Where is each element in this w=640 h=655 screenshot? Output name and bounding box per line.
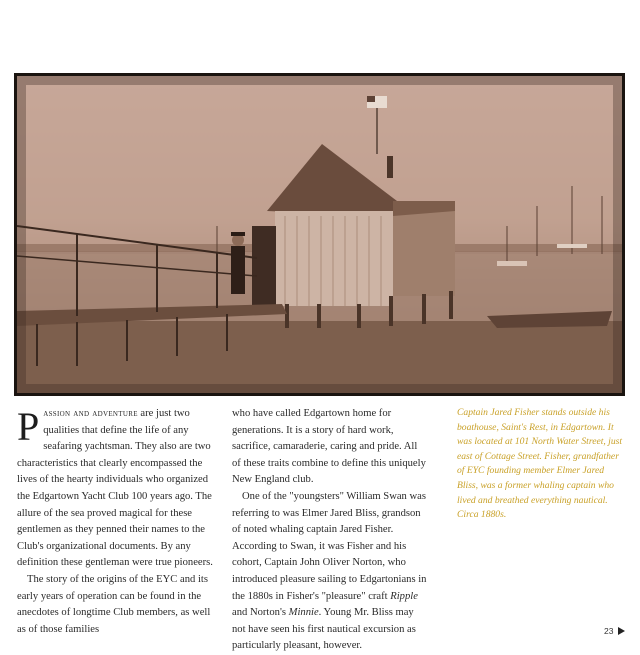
article-column-2 <box>232 406 427 655</box>
paragraph-4-text-a: One of the "youngsters" William Swan was referring to was Elmer Jared Bliss, grandson of noted whaling captain Jared Fisher. According to Swan, it was Fisher and his cohort, Captain John Oliver Norton, who introduced pleasure sailing to Edgartonians in the 1880s in Fisher's "pleasure" craft <box>232 490 427 602</box>
lead-in: assion and adventure <box>43 408 138 419</box>
page-number: 23 <box>604 626 614 636</box>
paragraph-4 <box>232 489 427 655</box>
photo-frame <box>14 73 625 396</box>
next-page-arrow-icon[interactable] <box>618 627 625 635</box>
paragraph-4-text-c: . Young Mr. Bliss may not have seen his first nautical excursion as particularly pleasant, however. <box>232 607 416 652</box>
boat-name-minnie: Minnie <box>288 607 319 619</box>
paragraph-4-text-b: and Norton's <box>232 607 289 619</box>
drop-cap: P <box>17 404 40 449</box>
paragraph-1 <box>17 406 213 572</box>
photo-scene <box>17 76 622 393</box>
archival-photograph <box>17 76 622 393</box>
paragraph-2: The story of the origins of the EYC and its early years of operation can be found in the anecdotes of longtime Club members, as well as of those families <box>17 573 211 635</box>
boat-name-ripple: Ripple <box>390 590 418 602</box>
paragraph-3: who have called Edgartown home for generations. It is a story of hard work, sacrifice, camaraderie, caring and pride. All of these traits combine to define this uniquely New England club. <box>232 408 426 486</box>
photo-caption: Captain Jared Fisher stands outside his boathouse, Saint's Rest, in Edgartown. It was located at 101 North Water Street, just east of Cottage Street. Fisher, grandfather of EYC founding member Elmer Jared Bliss, was a former whaling captain who lived and breathed everything nautical. Circa 1880s. <box>457 407 623 521</box>
article-column-1 <box>17 406 213 638</box>
paragraph-1-text: are just two qualities that define the life of any seafaring yachtsman. They also are two characteristics that clearly encompassed the lives of the hearty individuals who organized the Edgartown Yacht Club 100 years ago. The allure of the sea proved magical for these gentlemen as they penned their names to the Club's organizational documents. By any definition these gentleman were true pioneers. <box>17 408 213 569</box>
